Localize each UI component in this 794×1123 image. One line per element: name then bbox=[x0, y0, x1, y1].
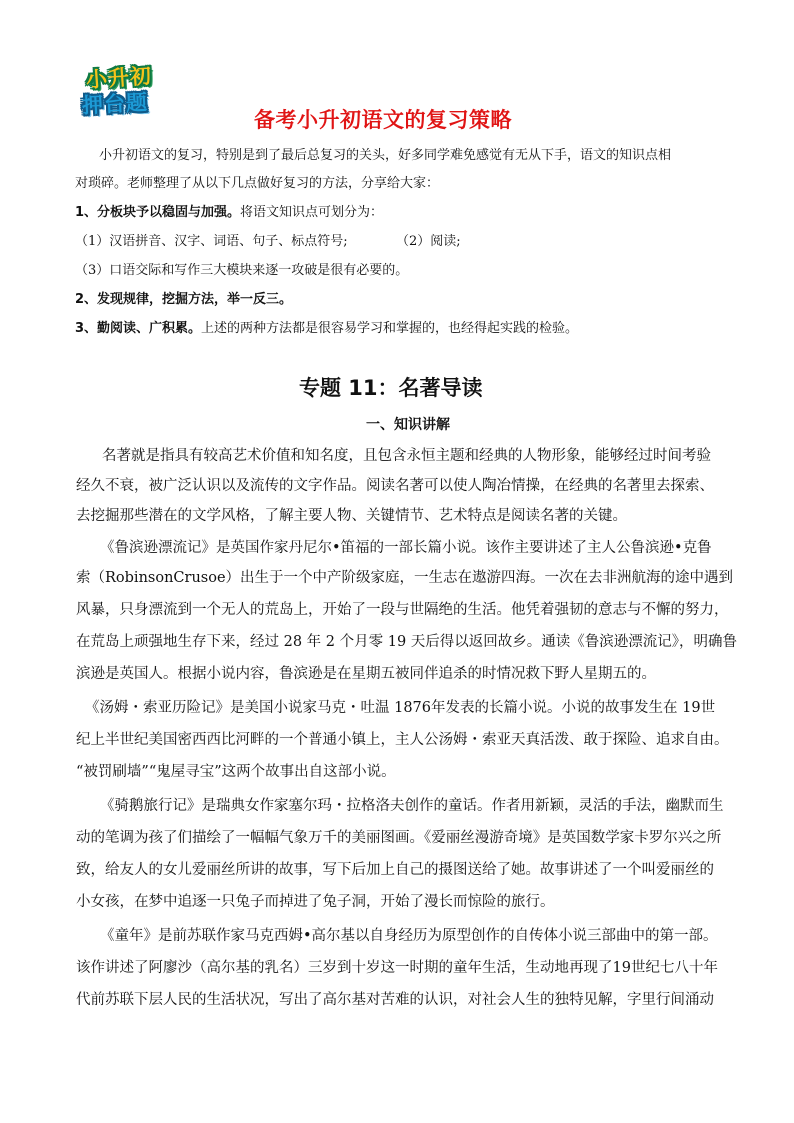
body-line: 《童年》是前苏联作家马克西姆•高尔基以自身经历为原型创作的自传体小说三部曲中的第一部。 bbox=[100, 928, 718, 944]
logo-line-1: 小升初 bbox=[85, 63, 153, 93]
intro-item-3 bbox=[75, 320, 578, 338]
body-line: 滨逊是英国人。根据小说内容，鲁滨逊是在星期五被同伴追杀的时情况救下野人星期五的。 bbox=[76, 666, 656, 682]
body-line: 动的笔调为孩了们描绘了一幅幅气象万千的美丽图画。《爱丽丝漫游奇境》是英国数学家卡罗尔兴之所 bbox=[76, 830, 722, 846]
logo-line-2: 押台题 bbox=[81, 90, 149, 118]
body-line: 《鲁滨逊漂流记》是英国作家丹尼尔•笛福的一部长篇小说。该作主要讲述了主人公鲁滨逊•克鲁 bbox=[100, 540, 712, 556]
body-line: 去挖掘那些潜在的文学风格，了解主要人物、关键情节、艺术特点是阅读名著的关键。 bbox=[76, 508, 627, 524]
intro-item-1-bold: 1、分板块予以稳固与加强。 bbox=[75, 205, 241, 220]
intro-para1-line1: 小升初语文的复习，特别是到了最后总复习的关头，好多同学难免感觉有无从下手，语文的知识点相 bbox=[99, 148, 672, 163]
body-line: 《骑鹅旅行记》是瑞典女作家塞尔玛・拉格洛夫创作的童话。作者用新颖，灵活的手法，幽默而生 bbox=[100, 798, 724, 814]
body-line: 在荒岛上顽强地生存下来，经过 28 年 2 个月零 19 天后得以返回故乡。通读《鲁滨逊漂流记》，明确鲁 bbox=[76, 634, 738, 650]
intro-item-3-rest: 上述的两种方法都是很容易学习和掌握的，也经得起实践的检验。 bbox=[201, 321, 579, 336]
body-line: 该作讲述了阿廖沙（高尔基的乳名）三岁到十岁这一时期的童年生活，生动地再现了19世纪七八十年 bbox=[76, 960, 718, 976]
intro-item-1-sub-1: （1）汉语拼音、汉字、词语、句子、标点符号; bbox=[75, 234, 348, 249]
logo bbox=[80, 64, 184, 122]
section-title: 专题 11：名著导读 bbox=[299, 376, 483, 400]
body-line: 名著就是指具有较高艺术价值和知名度，且包含永恒主题和经典的人物形象，能够经过时间考验 bbox=[102, 448, 711, 464]
body-line: 小女孩，在梦中追逐一只兔子而掉进了兔子洞，开始了漫长而惊险的旅行。 bbox=[76, 894, 555, 910]
intro-item-3-bold: 3、勤阅读、广积累。 bbox=[75, 321, 202, 336]
body-line: 纪上半世纪美国密西西比河畔的一个普通小镇上，主人公汤姆・索亚天真活泼、敢于探险、追求自由。 bbox=[76, 732, 729, 748]
body-line: 《汤姆・索亚历险记》是美国小说家马克・吐温 1876年发表的长篇小说。小说的故事发生在 19世 bbox=[85, 700, 716, 716]
body-line: 致，给友人的女儿爱丽丝所讲的故事，写下后加上自己的摄图送给了她。故事讲述了一个叫爱丽丝的 bbox=[76, 862, 714, 878]
intro-para1-line2: 对琐碎。老师整理了从以下几点做好复习的方法，分享给大家： bbox=[75, 176, 440, 191]
body-line: 经久不衰，被广泛认识以及流传的文字作品。阅读名著可以使人陶冶情操，在经典的名著里去探索、 bbox=[76, 478, 714, 494]
intro-item-1-rest: 将语文知识点可划分为： bbox=[240, 205, 384, 220]
section-subtitle: 一、知识讲解 bbox=[366, 417, 450, 433]
body-line: 代前苏联下层人民的生活状况，写出了高尔基对苦难的认识，对社会人生的独特见解，字里行间涌动 bbox=[76, 992, 714, 1008]
body-line: 风暴，只身漂流到一个无人的荒岛上，开始了一段与世隔绝的生活。他凭着强韧的意志与不懈的努力， bbox=[76, 602, 729, 618]
body-line: “被罚刷墙”“鬼屋寻宝”这两个故事出自这部小说。 bbox=[76, 764, 396, 780]
intro-item-1 bbox=[75, 204, 383, 222]
body-line: 索（RobinsonCrusoe）出生于一个中产阶级家庭，一生志在遨游四海。一次在去非洲航海的途中遇到 bbox=[76, 570, 734, 586]
intro-item-1-sub-3: （3）口语交际和写作三大模块来逐一攻破是很有必要的。 bbox=[75, 263, 409, 278]
document-title: 备考小升初语文的复习策略 bbox=[254, 108, 512, 132]
intro-item-1-sub-2: （2）阅读; bbox=[396, 234, 461, 249]
intro-item-2: 2、发现规律，挖掘方法，举一反三。 bbox=[75, 292, 293, 307]
